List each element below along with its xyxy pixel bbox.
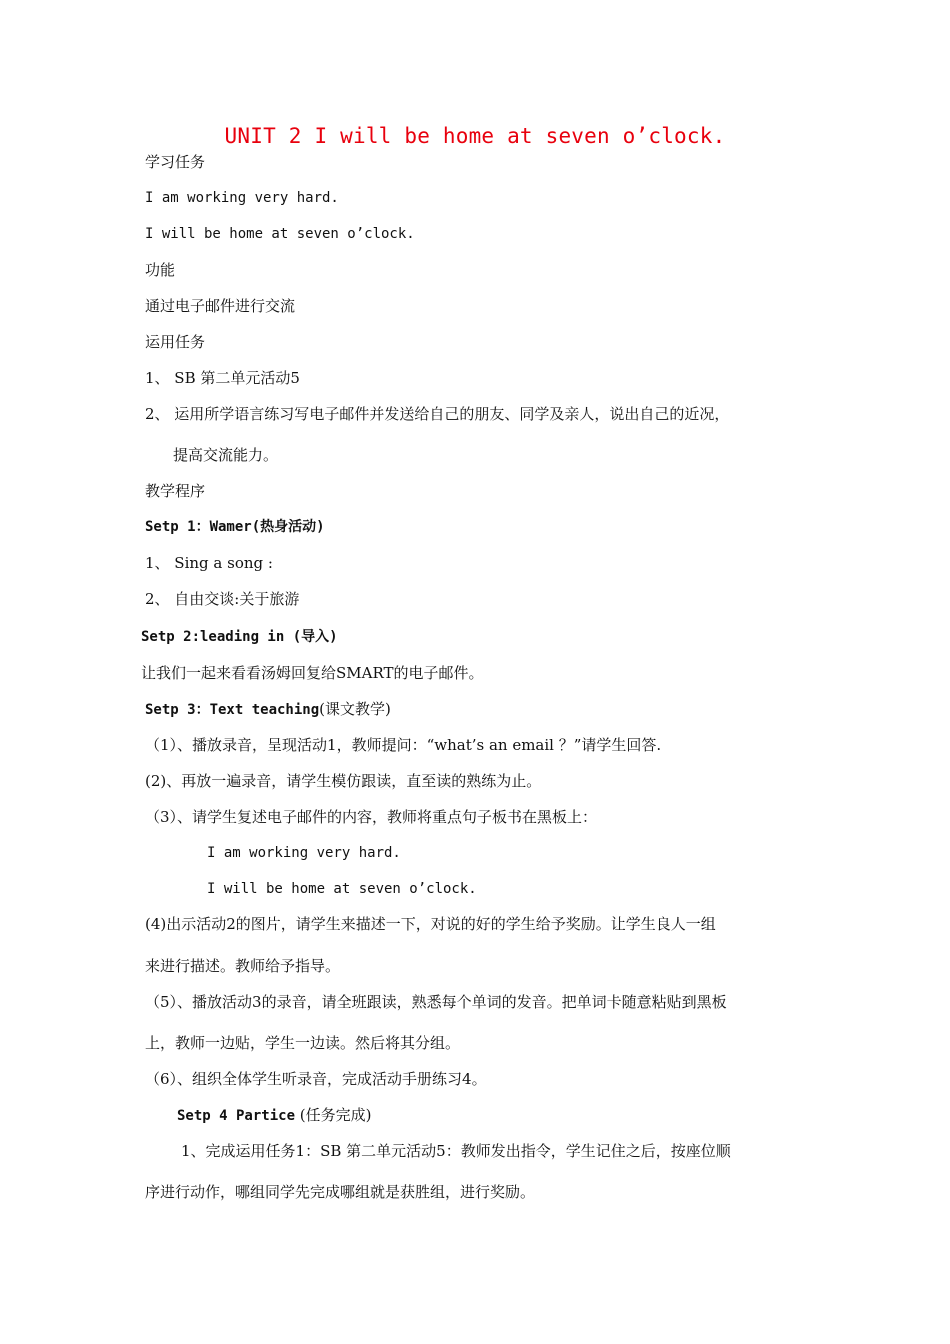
step3-item-5-continued: 上，教师一边贴，学生一边读。然后将其分组。 <box>145 1034 461 1052</box>
application-item-2-continued: 提高交流能力。 <box>173 446 279 464</box>
board-sentence-1: I am working very hard. <box>207 845 401 861</box>
learning-task-heading: 学习任务 <box>145 153 206 171</box>
application-item-1: 1、 SB 第二单元活动5 <box>145 369 300 387</box>
step3-item-6: （6）、组织全体学生听录音，完成活动手册练习4。 <box>145 1070 487 1088</box>
step1-heading: Setp 1：Wamer(热身活动) <box>145 519 325 535</box>
page-title: UNIT 2 I will be home at seven o’clock. <box>224 124 726 148</box>
step3-item-4-continued: 来进行描述。教师给予指导。 <box>145 957 341 975</box>
step4-heading-en: Setp 4 Partice <box>177 1108 296 1124</box>
step4-heading <box>177 1105 372 1126</box>
step3-item-3: （3）、请学生复述电子邮件的内容，教师将重点句子板书在黑板上： <box>145 808 598 826</box>
step3-item-5: （5）、播放活动3的录音，请全班跟读，熟悉每个单词的发音。把单词卡随意粘贴到黑板 <box>145 993 727 1011</box>
step4-item-1-continued: 序进行动作，哪组同学先完成哪组就是获胜组，进行奖励。 <box>145 1183 536 1201</box>
application-item-2: 2、 运用所学语言练习写电子邮件并发送给自己的朋友、同学及亲人，说出自己的近况， <box>145 405 730 423</box>
step3-item-2: (2)、再放一遍录音，请学生模仿跟读，直至读的熟练为止。 <box>145 772 542 790</box>
step3-heading-cn: (课文教学) <box>319 700 391 718</box>
step1-item-2: 2、 自由交谈:关于旅游 <box>145 590 300 608</box>
step2-text: 让我们一起来看看汤姆回复给SMART的电子邮件。 <box>141 664 484 682</box>
target-sentence-2: I will be home at seven o’clock. <box>145 226 415 242</box>
target-sentence-1: I am working very hard. <box>145 190 339 206</box>
step3-item-4: (4)出示活动2的图片，请学生来描述一下，对说的好的学生给予奖励。让学生良人一组 <box>145 915 716 933</box>
board-sentence-2: I will be home at seven o’clock. <box>207 881 477 897</box>
step4-item-1: 1、完成运用任务1：SB 第二单元活动5：教师发出指令，学生记住之后，按座位顺 <box>181 1142 731 1160</box>
step1-item-1: 1、 Sing a song : <box>145 554 273 572</box>
function-text: 通过电子邮件进行交流 <box>145 297 296 315</box>
step4-heading-cn: (任务完成) <box>299 1106 372 1124</box>
step3-item-1: （1）、播放录音，呈现活动1，教师提问：“what’s an email ？”请学生回答. <box>145 736 662 754</box>
application-heading: 运用任务 <box>145 333 206 351</box>
step2-heading: Setp 2:leading in (导入) <box>141 629 338 645</box>
function-heading: 功能 <box>145 261 176 279</box>
procedure-heading: 教学程序 <box>145 482 206 500</box>
step3-heading-en: Setp 3：Text teaching <box>145 702 320 718</box>
step3-heading <box>145 699 391 720</box>
